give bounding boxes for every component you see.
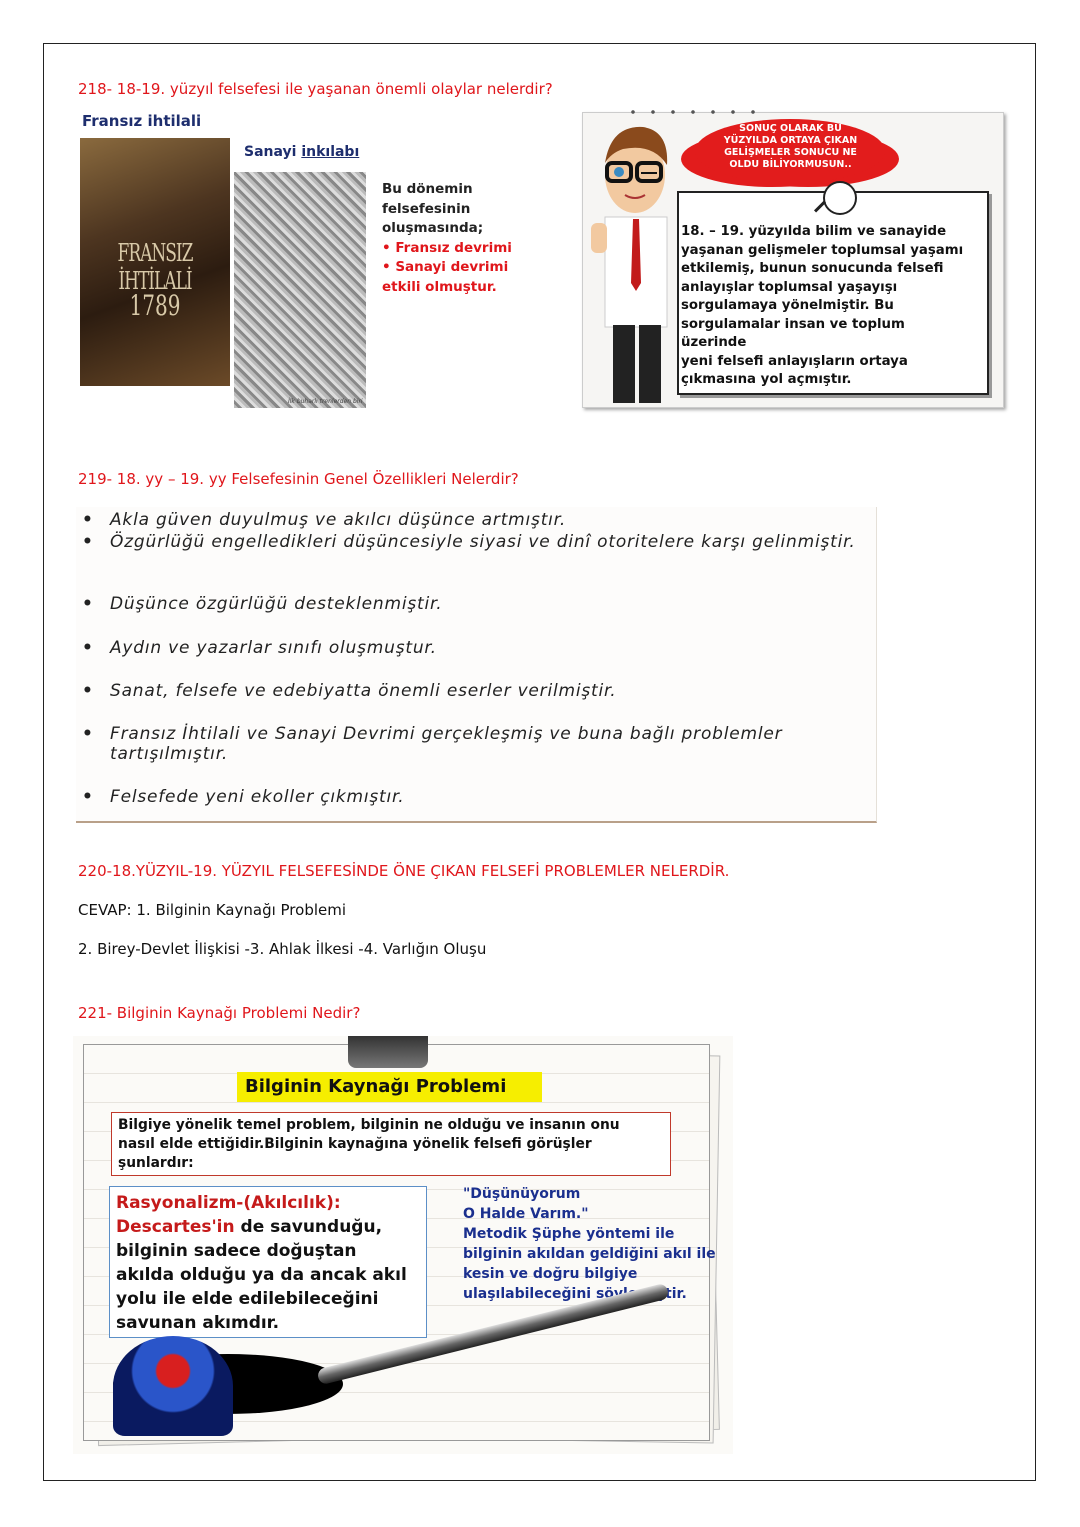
binder-clip-icon (348, 1036, 428, 1068)
box-title: Bilginin Kaynağı Problemi (237, 1072, 542, 1102)
magnifier-icon (823, 181, 857, 215)
list-item: • Sanat, felsefe ve edebiyatta önemli eserler verilmiştir. (82, 681, 617, 701)
answer-220-line1: CEVAP: 1. Bilginin Kaynağı Problemi (78, 901, 347, 919)
sanayi-inkilabi-label: Sanayi inkılabı (244, 144, 360, 160)
thought-cloud-text: SONUÇ OLARAK BU YÜZYILDA ORTAYA ÇIKAN GELİŞMELER SONUCU NE OLDU BİLİYORMUSUN.. (723, 123, 858, 170)
knowledge-source-illustration (73, 1036, 733, 1454)
list-item: • Akla güven duyulmuş ve akılcı düşünce artmıştır. (82, 510, 567, 530)
list-item: • Felsefede yeni ekoller çıkmıştır. (82, 787, 405, 807)
list-item: • Aydın ve yazarlar sınıfı oluşmuştur. (82, 638, 437, 658)
events-illustration (78, 110, 378, 415)
question-218-title: 218- 18-19. yüzyıl felsefesi ile yaşanan önemli olaylar nelerdir? (78, 80, 553, 98)
painting-caption: FRANSIZ İHTİLALİ (117, 240, 193, 296)
answer-220-line2: 2. Birey-Devlet İlişkisi -3. Ahlak İlkesi -4. Varlığın Oluşu (78, 940, 487, 958)
question-221-title: 221- Bilginin Kaynağı Problemi Nedir? (78, 1004, 361, 1022)
question-219-title: 219- 18. yy – 19. yy Felsefesinin Genel Özellikleri Nelerdir? (78, 470, 519, 488)
cartoon-man-icon (583, 113, 683, 407)
fransiz-ihtilali-label: Fransız ihtilali (82, 112, 202, 130)
french-revolution-painting (80, 138, 230, 386)
list-item: • Fransız İhtilali ve Sanayi Devrimi gerçekleşmiş ve buna bağlı problemler tartışılmıştır. (82, 724, 783, 764)
intro-box: Bilgiye yönelik temel problem, bilginin ne olduğu ve insanın onu nasıl elde ettiğidir.Bilginin kaynağına yönelik felsefi görüşler şunlardır: (111, 1112, 671, 1176)
result-card (582, 112, 1004, 408)
list-item: • Özgürlüğü engelledikleri düşüncesiyle siyasi ve dinî otoritelere karşı gelinmiştir. (82, 532, 856, 552)
question-220-title: 220-18.YÜZYIL-19. YÜZYIL FELSEFESİNDE ÖNE ÇIKAN FELSEFİ PROBLEMLER NELERDİR. (78, 862, 730, 880)
steam-train-photo (234, 172, 366, 408)
speech-bubble-text: 18. – 19. yüzyılda bilim ve sanayide yaşanan gelişmeler toplumsal yaşamı etkilemiş, bunun sonucunda felsefi anlayışlar toplumsal yaşayışı sorgulamaya yönelmiştir. Bu sorgulamalar insan ve toplum üzerinde yeni felsefi anlayışların ortaya çıkmasına yol açmıştır. (681, 224, 964, 387)
features-panel (76, 507, 877, 823)
brain-head-icon (113, 1336, 233, 1436)
events-side-text: Bu dönemin felsefesinin oluşmasında; • Fransız devrimi • Sanayi devrimi etkili olmuştur. (382, 181, 512, 295)
descartes-quote: "Düşünüyorum O Halde Varım." Metodik Şüphe yöntemi ile bilginin akıldan geldiğini akıl ile kesin ve doğru bilgiye ulaşılabileceğini söylemiştir. (463, 1186, 716, 1302)
train-photo-caption: İlk buharlı trenlerden biri (288, 398, 363, 405)
painting-year: 1789 (129, 288, 181, 322)
list-item: • Düşünce özgürlüğü desteklenmiştir. (82, 594, 443, 614)
rationalism-box: Rasyonalizm-(Akılcılık): Descartes'in de savunduğu, bilginin sadece doğuştan akılda olduğu ya da ancak akıl yolu ile elde edilebileceğini savunan akımdır. (109, 1186, 427, 1338)
